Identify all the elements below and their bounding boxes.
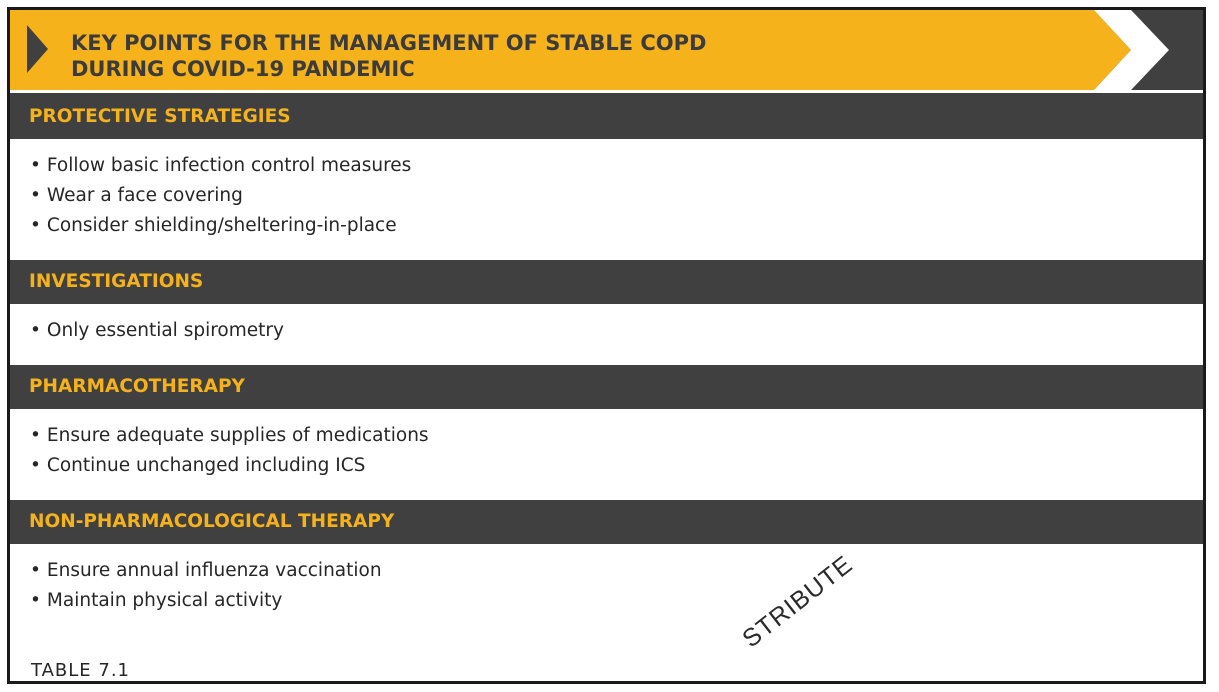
section-title: PHARMACOTHERAPY [29,376,245,397]
title-line-2: DURING COVID-19 PANDEMIC [71,57,415,81]
list-item: • Consider shielding/sheltering-in-place [30,211,411,241]
list-item: • Maintain physical activity [30,586,382,616]
list-item: • Only essential spirometry [30,316,284,346]
section-list-pharmacotherapy [30,421,429,481]
table-frame [7,7,1206,684]
section-header-investigations [10,260,1203,304]
section-title: PROTECTIVE STRATEGIES [29,106,291,127]
table-label: TABLE 7.1 [31,660,131,681]
list-item: • Follow basic infection control measures [30,151,411,181]
title-line-1: KEY POINTS FOR THE MANAGEMENT OF STABLE COPD [71,31,707,55]
section-list-protective [30,151,411,241]
list-item: • Continue unchanged including ICS [30,451,429,481]
section-header-pharmacotherapy [10,365,1203,409]
list-item: • Ensure annual influenza vaccination [30,556,382,586]
section-list-investigations [30,316,284,346]
section-list-non-pharmacological [30,556,382,616]
page-title [71,30,707,82]
section-header-protective [10,95,1203,139]
watermark: STRIBUTE [737,550,859,654]
header-banner [10,10,1203,95]
section-header-non-pharmacological [10,500,1203,544]
list-item: • Wear a face covering [30,181,411,211]
list-item: • Ensure adequate supplies of medications [30,421,429,451]
section-title: NON-PHARMACOLOGICAL THERAPY [29,511,395,532]
section-title: INVESTIGATIONS [29,271,204,292]
